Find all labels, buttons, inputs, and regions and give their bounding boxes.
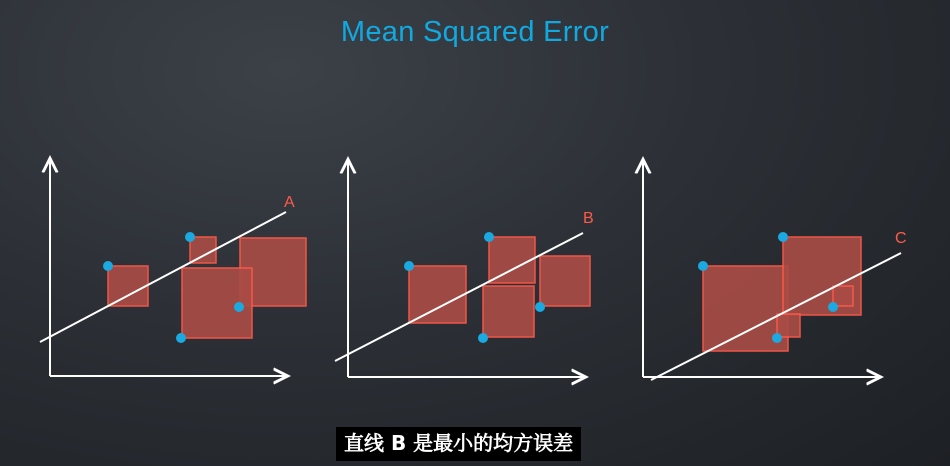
- panel-b: [335, 161, 594, 377]
- line-label-b: B: [583, 210, 594, 227]
- data-point: [185, 232, 195, 242]
- error-square: [540, 256, 590, 306]
- data-point: [404, 261, 414, 271]
- line-label-a: A: [284, 194, 295, 211]
- error-square: [483, 286, 534, 337]
- data-point: [828, 302, 838, 312]
- error-square: [108, 266, 148, 306]
- caption-subtitle: 直线 B 是最小的均方误差: [336, 427, 581, 461]
- data-point: [176, 333, 186, 343]
- data-point: [478, 333, 488, 343]
- panel-a: [40, 160, 306, 376]
- data-point: [103, 261, 113, 271]
- data-point: [484, 232, 494, 242]
- data-point: [535, 302, 545, 312]
- data-point: [234, 302, 244, 312]
- data-point: [698, 261, 708, 271]
- slide-title: Mean Squared Error: [340, 16, 610, 48]
- error-square: [409, 266, 466, 323]
- line-label-c: C: [895, 230, 907, 247]
- data-point: [778, 232, 788, 242]
- data-point: [772, 333, 782, 343]
- panel-c: [643, 161, 907, 380]
- error-square: [489, 237, 535, 283]
- error-square: [777, 314, 800, 337]
